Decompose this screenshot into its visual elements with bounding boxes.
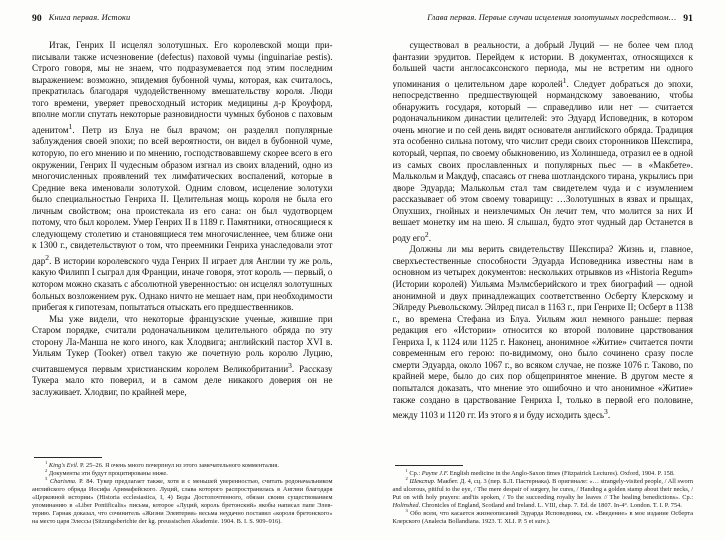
footnote-text: King's Evil. P. 25–26. Я очень много почерпнул из этого замечательного комменталия. xyxy=(48,462,279,469)
left-body-text xyxy=(32,40,333,453)
footnote xyxy=(32,467,333,478)
left-running-head xyxy=(32,14,333,40)
footnote-marker: 2 xyxy=(45,467,48,473)
left-footnotes xyxy=(32,453,333,526)
right-page xyxy=(363,0,725,540)
footnote-marker: 1 xyxy=(45,459,48,465)
footnote-text: Charisma. P. 84. Тукер предлагает также, хотя и с меньшей уверенностью, считать родоначальником английского обряда Иосифа Аримафейского. Луций, слава которого распространилась в Англии благодаря «Церковной истории» (Historia ecclesiastica, I, 4) Беды Достопочтенного, обязан своим существованием упоминанию в «Liber Pontificalis» письма, которое «Луций, король бретонский» якобы написал папе Элевтерию. Гарнак доказал, что сочинитель «Жизни Элевтерия» весьма неудачно поставил «короля бретонского» на место царя Элессы (Sitzungsberichte der kg. preussischen Akademie. 1904. B. I. S. 909–916). xyxy=(32,478,333,525)
footnote xyxy=(392,507,694,526)
footnote xyxy=(32,459,333,470)
footnote-text: Документы эти будут процитированы ниже. xyxy=(48,470,168,477)
paragraph: Мы уже видели, что некоторые французские ученые, жившие при Старом порядке, считали родоначальником целительного обряда по эту сторону Ла-Манша не кого иного, как Хлодвига; английский пастор XVI в. Уильям Тукер (Tooker) отвел такую же почетную роль королю Луцию, считавшемуся первым христианским королем Великобритании$^3$. Рассказу Тукера мало кто поверил, и в самом деле никакого доверия он не заслуживает. Хлодвиг, по крайней мере, xyxy=(32,313,333,397)
footnote xyxy=(393,467,694,478)
right-folio: 91 xyxy=(683,13,693,24)
footnote-marker: 3 xyxy=(405,507,408,513)
paragraph: Должны ли мы верить свидетельству Шекспира? Жизнь и, главное, сверхъестественные способности Эдуарда Исповедника известны нам в основном из четырех документов: нескольких отрывков из «Historia Regum» (Истории королей) Уильяма Мэлмсберийского и трех биографий — одной анонимной и двух принадлежащих соответственно Осберту Клерскому и Эйлреду Рьевольскому. Эйлред писал в 1163 г., при Генрихе II; Осберт в 1138 г., во времена Стефана из Блуа. Уильям жил немного раньше: первая редакция его «Истории» относится ко второй половине царствования Генриха I, к 1124 или 1125 г. Наконец, анонимное «Житие» считается почти современным его герою: по-видимому, оно было сочинено сразу после смерти Эдуарда, около 1067 г., во всяком случае, не позже 1076 г. Таково, по крайней мере, было до сих пор общепринятое мнение. В другом месте я попытался доказать, что мнение это ошибочно и что анонимное «Житие» также создано в царствование Генриха I, только в первой его половине, между 1103 и 1120 гг. Из этого я и буду исходить здесь$^3$. xyxy=(392,244,693,421)
footnote-marker: 1 xyxy=(405,467,408,473)
footnote xyxy=(392,475,694,510)
right-body-text xyxy=(393,40,694,461)
footnote-text: Ср.: Payne J.F. English medicine in the Anglo-Saxon times (Fitzpatrick Lectures). Oxford, 1904. P. 158. xyxy=(409,470,675,477)
footnote-text: Шекспир. Макбет. Д. 4, сц. 3 (пер. Б.Л. Пастернака). В оригинале: «… strangely-visited people, / All sworn and ulcerous, pitiful to the eye, / The mere despair of surgery, he cures, / Handing a golden stamp about their necks, / Put on with holy prayers: and'tis spoken, / To the succeeding royalty he leaves // The healing benedictions». Ср.: Holinshed. Chronicles of England, Scotland and Ireland. L. VIII, chap. 7. Ed. de 1807. In-4°. London. T. I. P. 754. xyxy=(392,478,693,509)
paragraph: существовал в реальности, а добрый Луций — не более чем плод фантазии эрудитов. Перейдем к истории. В документах, относящихся к большей части англосаксонского периода, мы не встретим ни одного упоминания о целительном даре королей$^1$. Следует добраться до эпохи, непосредственно предшествующей нормандскому завоеванию, чтобы обнаружить государя, который — справедливо или нет — считается родоначальником династии целителей: это Эдуард Исповедник, в котором очень многие и по сей день видят основателя английского обряда. Традиция эта особенно сильна потому, что числит среди своих сторонников Шекспира, который, черпая, по своему обыкновению, из Холиншеда, отразил ее в одной из самых своих прославленных и популярных пьес — в «Макбете». Малькольм и Макдуф, спасаясь от гнева шотландского тирана, укрылись при дворе Эдуарда; Малькольм стал там свидетелем чуда и с изумлением рассказывает об этом своему товарищу: …Золотушных в язвах и прыщах, Опухших, гнойных и неизлечимых Он лечит тем, что молится за них И вешает монетку им на шею. Я слышал, будто этот чудный дар Останется в роду его$^2$. xyxy=(392,40,693,243)
left-running-head-title: Книга первая. Истоки xyxy=(48,13,131,22)
left-folio: 90 xyxy=(32,13,42,24)
footnote xyxy=(32,475,333,526)
footnote-separator-rule xyxy=(395,465,463,466)
right-running-head-title: Глава первая. Первые случаи исцеления золотушных посредством… xyxy=(427,13,677,22)
footnote-marker: 2 xyxy=(405,475,408,481)
paragraph: Итак, Генрих II исцелял золотушных. Его королевской мощи приписывали также исчезновение (defectus) паховой чумы (inguinariae pestis). Строго говоря, мы не знаем, что подразумевается под этим последним выражением: возможно, эпидемия бубонной чумы, которая, как считалось, прекратилась благодаря чудодейственному вмешательству короля. Люди того времени, уверяет превосходный историк медицины д-р Кроуфорд, вполне могли спутать некоторые разновидности чумных бубонов с паховым аденитом$^1$. Петр из Блуа не был врачом; он разделял популярные заблуждения своей эпохи; по всей вероятности, он видел в бубонной чуме, которую, по его мнению и по мнению, господствовавшему скорее всего в его окружении, Генрих II чудесным образом изгнал из своих владений, одно из многочисленных проявлений тех лимфатических воспалений, которые в Средние века именовали золотухой. Одним словом, исцеление золотухи было специальностью Генриха II. Целительная мощь короля не была его личным свойством; она проистекала из его сана: он был чудотворцем потому, что был королем. Умер Генрих II в 1189 г. Памятники, относящиеся к следующему столетию и становящиеся тем многочисленнее, чем ближе они к 1300 г., свидетельствуют о том, что преемники Генриха унаследовали этот дар$^2$. В истории королевского чуда Генрих II играет для Англии ту же роль, какую Филипп I сыграл для Франции, иначе говоря, этот король — первый, о котором можно сказать с абсолютной уверенностью: он исцелял золотушных больных возложением рук. Однако ничто не мешает нам, при необходимости прибегая к гипотезам, попытаться отыскать его предшественников. xyxy=(32,40,333,313)
right-footnotes xyxy=(393,461,694,526)
footnote-separator-rule xyxy=(34,457,102,458)
footnote-text: Обо всем, что касается жизнеописаний Эдуарда Исповедника, см. «Введение» в мое издание Осберта Клерского (Analecta Bollandiana. 1923. T. XLI. P. 5 et suiv.). xyxy=(392,510,694,525)
footnote-marker: 3 xyxy=(45,475,48,481)
right-running-head xyxy=(393,14,694,40)
